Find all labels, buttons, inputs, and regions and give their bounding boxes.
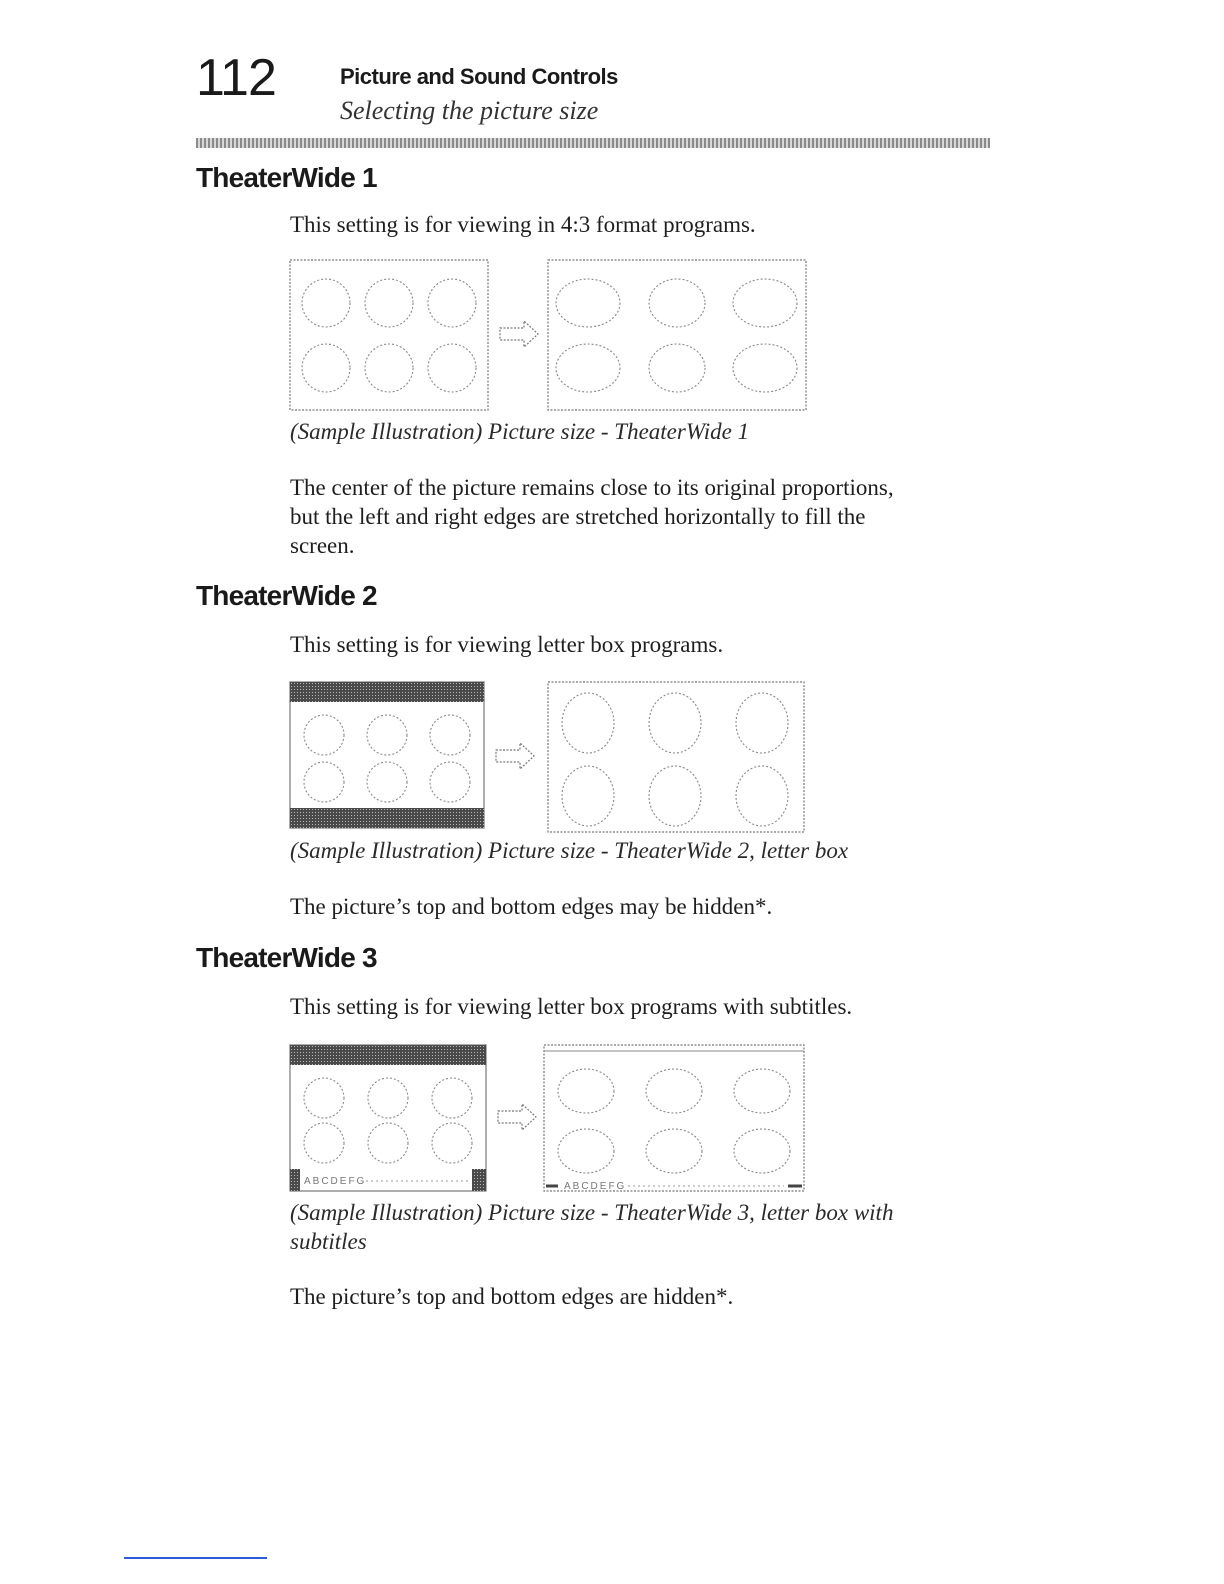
caption-theaterwide-2: (Sample Illustration) Picture size - TheaterWide 2, letter box [290, 838, 849, 863]
heading-theaterwide-2: TheaterWide 2 [196, 580, 377, 611]
heading-theaterwide-3: TheaterWide 3 [196, 942, 377, 973]
figure-theaterwide-1 [288, 258, 808, 414]
intro-theaterwide-2: This setting is for viewing letter box programs. [290, 632, 724, 657]
section-title: Selecting the picture size [340, 96, 599, 125]
footer-rule [124, 1557, 267, 1559]
header-rule [196, 138, 990, 148]
description-theaterwide-2: The picture’s top and bottom edges may be hidden*. [290, 894, 773, 919]
intro-theaterwide-3: This setting is for viewing letter box programs with subtitles. [290, 994, 853, 1019]
caption-theaterwide-1: (Sample Illustration) Picture size - TheaterWide 1 [290, 419, 750, 444]
page-number: 112 [196, 49, 276, 107]
description-theaterwide-1-line-1: The center of the picture remains close to its original proportions, [290, 475, 894, 500]
figure-theaterwide-3 [288, 1043, 808, 1195]
chapter-title: Picture and Sound Controls [340, 64, 618, 89]
subtitle-sample-right: ABCDEFG [564, 1181, 627, 1192]
intro-theaterwide-1: This setting is for viewing in 4:3 format programs. [290, 212, 756, 237]
subtitle-sample-left: ABCDEFG [304, 1176, 367, 1187]
heading-theaterwide-1: TheaterWide 1 [196, 162, 377, 193]
figure-theaterwide-2 [288, 680, 808, 834]
description-theaterwide-1-line-2: but the left and right edges are stretched horizontally to fill the [290, 504, 866, 529]
caption-theaterwide-3-line-1: (Sample Illustration) Picture size - TheaterWide 3, letter box with [290, 1200, 894, 1225]
description-theaterwide-1-line-3: screen. [290, 533, 355, 558]
description-theaterwide-3: The picture’s top and bottom edges are hidden*. [290, 1284, 734, 1309]
caption-theaterwide-3-line-2: subtitles [290, 1229, 367, 1254]
